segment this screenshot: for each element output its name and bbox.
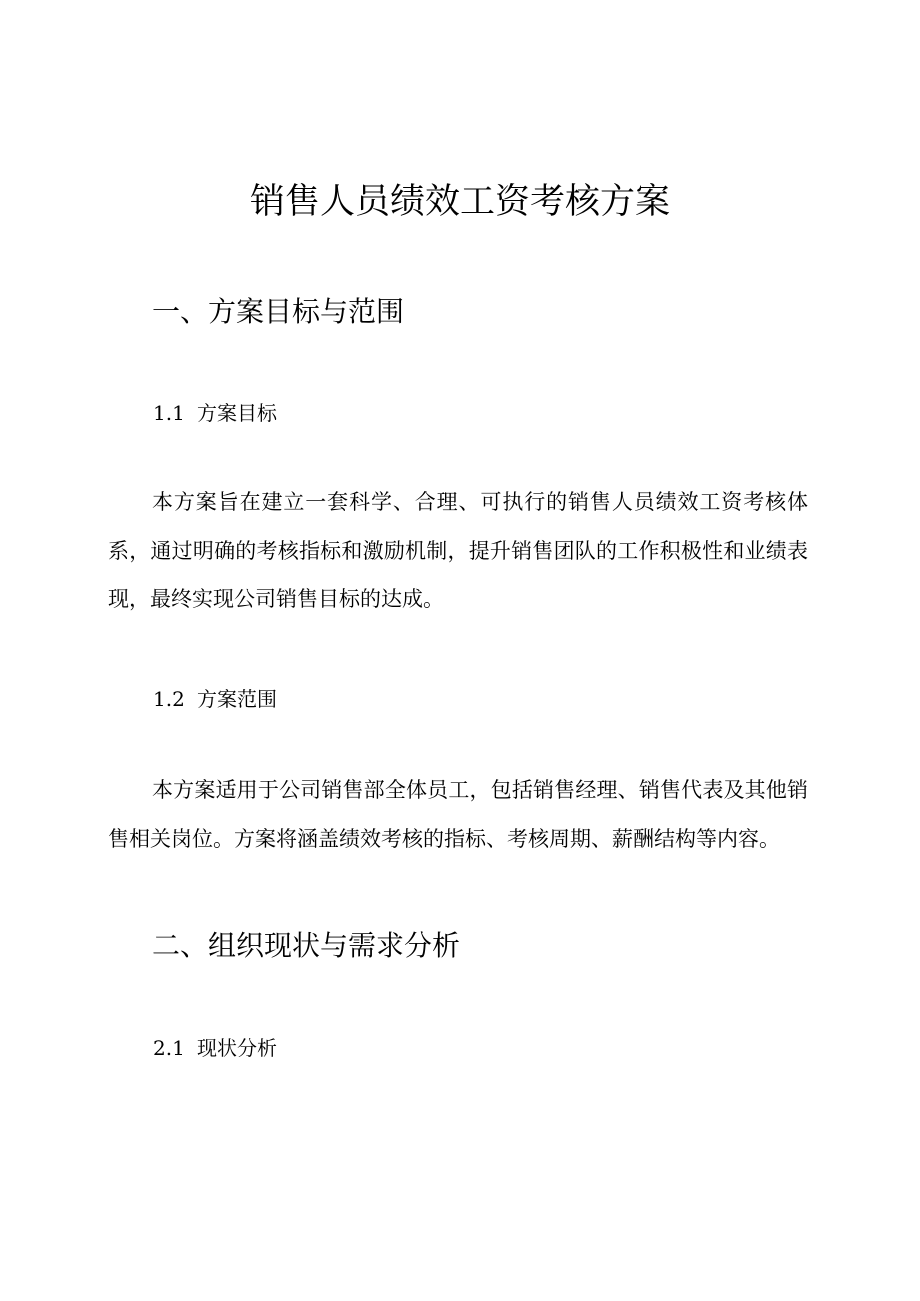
- subsection-heading-1-2: [153, 684, 277, 714]
- paragraph-1-2: 本方案适用于公司销售部全体员工，包括销售经理、销售代表及其他销售相关岗位。方案将涵盖绩效考核的指标、考核周期、薪酬结构等内容。: [108, 778, 808, 851]
- subsection-title: 现状分析: [197, 1036, 277, 1060]
- section-heading-1: 一、方案目标与范围: [152, 295, 405, 328]
- subsection-number: 1.2: [153, 687, 185, 711]
- subsection-heading-1-1: [153, 398, 277, 428]
- subsection-number: 1.1: [153, 401, 185, 425]
- section-heading-2: 二、组织现状与需求分析: [152, 929, 461, 962]
- paragraph-1-1: 本方案旨在建立一套科学、合理、可执行的销售人员绩效工资考核体系，通过明确的考核指标和激励机制，提升销售团队的工作积极性和业绩表现，最终实现公司销售目标的达成。: [108, 490, 808, 611]
- document-title: 销售人员绩效工资考核方案: [249, 182, 670, 222]
- subsection-title: 方案范围: [197, 687, 277, 711]
- subsection-number: 2.1: [153, 1036, 185, 1060]
- subsection-title: 方案目标: [197, 401, 277, 425]
- subsection-heading-2-1: [153, 1033, 277, 1063]
